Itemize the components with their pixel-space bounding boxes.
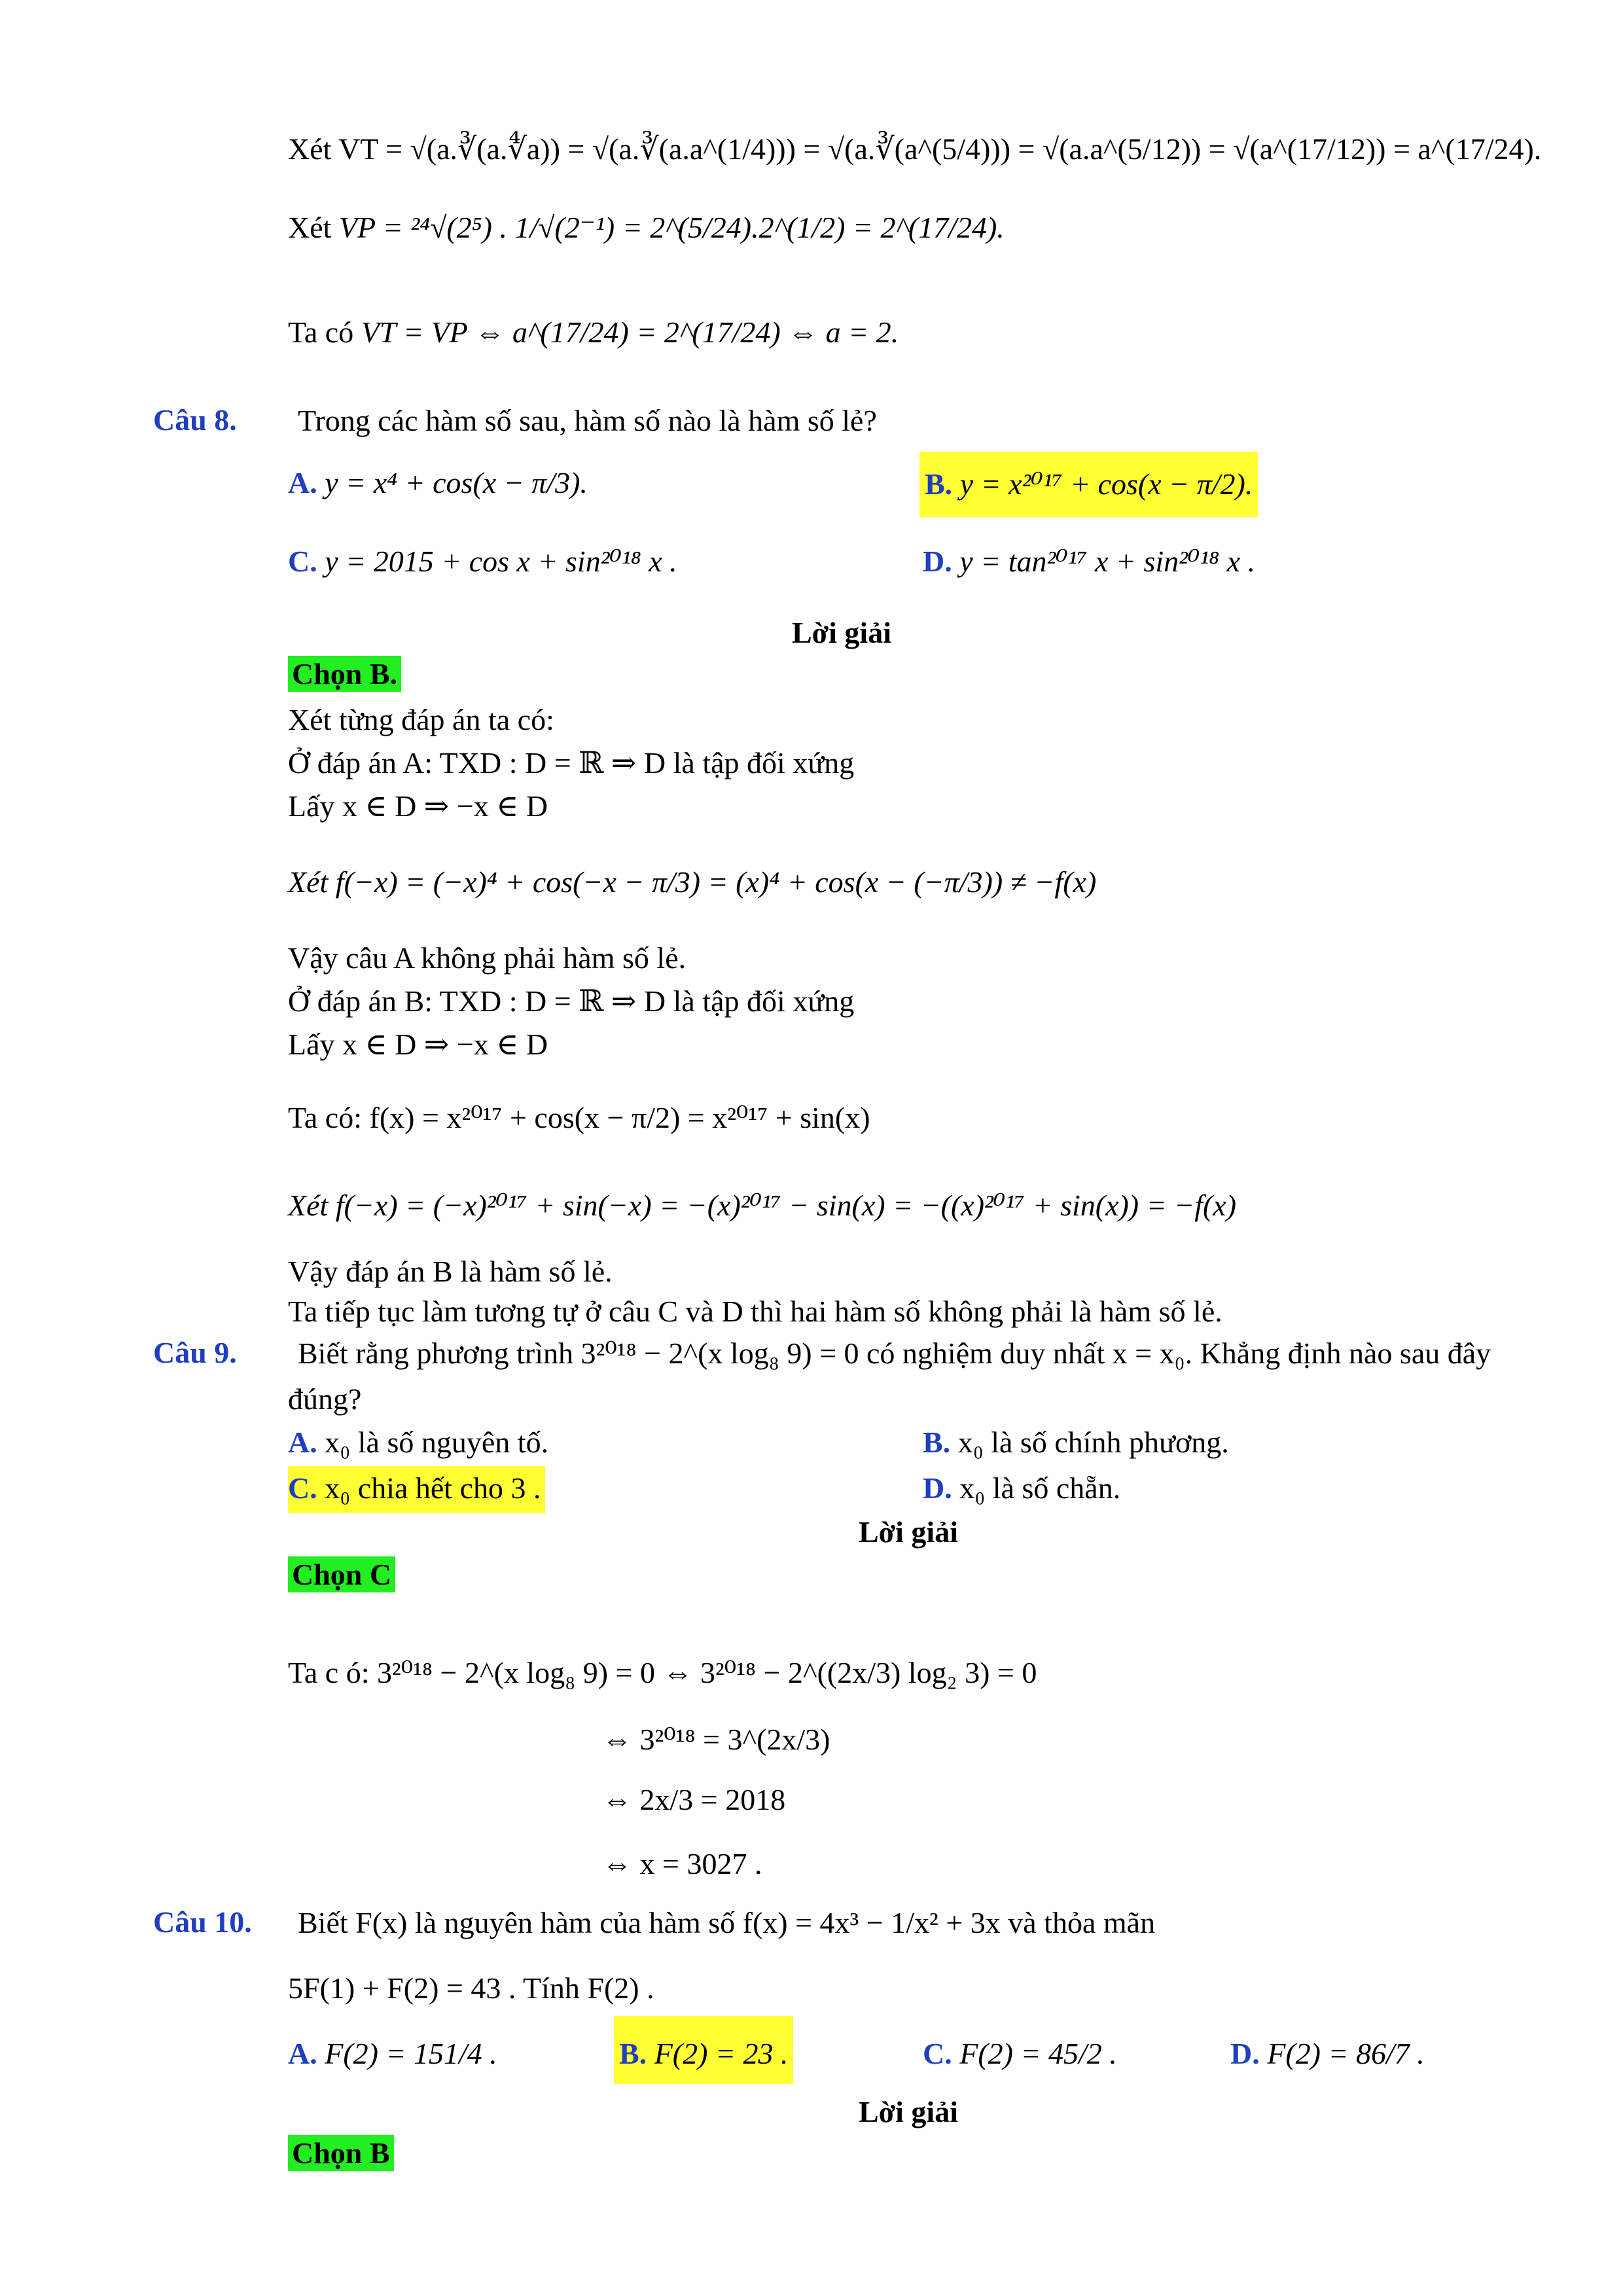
q8-choice: Chọn B.: [288, 656, 401, 692]
q8-option-d: D. y = tan²⁰¹⁷ x + sin²⁰¹⁸ x .: [923, 545, 1256, 578]
q8-option-c: C. y = 2015 + cos x + sin²⁰¹⁸ x .: [288, 545, 677, 578]
q10-choice: Chọn B: [288, 2135, 394, 2172]
q10-option-a: A. F(2) = 151/4 .: [288, 2037, 497, 2070]
q9-option-a: A. x₀ là số nguyên tố.: [288, 1426, 549, 1459]
vt-line: Xét VT = √(a.∛(a.∜a)) = √(a.∛(a.a^(1/4))) = √(a.∛(a^(5/4))) = √(a.a^(5/12)) = √(a^(17/12)) = a^(17/24).: [288, 132, 1542, 166]
q8-step-3: Lấy x ∈ D ⇒ −x ∈ D: [288, 789, 548, 823]
question-8-text: Trong các hàm số sau, hàm số nào là hàm số lẻ?: [298, 404, 877, 437]
q8-step-7: Lấy x ∈ D ⇒ −x ∈ D: [288, 1028, 548, 1061]
q8-option-b: B. y = x²⁰¹⁷ + cos(x − π/2).: [919, 452, 1258, 517]
q8-solution-title: Lời giải: [792, 616, 891, 649]
q8-step-9: Xét f(−x) = (−x)²⁰¹⁷ + sin(−x) = −(x)²⁰¹⁷ − sin(x) = −((x)²⁰¹⁷ + sin(x)) = −f(x): [288, 1189, 1237, 1222]
q9-option-d: D. x₀ là số chẵn.: [923, 1471, 1121, 1505]
q8-step-4: Xét f(−x) = (−x)⁴ + cos(−x − π/3) = (x)⁴ + cos(x − (−π/3)) ≠ −f(x): [288, 865, 1097, 899]
q9-option-b: B. x₀ là số chính phương.: [923, 1426, 1229, 1459]
question-10-text-2: 5F(1) + F(2) = 43 . Tính F(2) .: [288, 1971, 654, 2005]
q10-solution-title: Lời giải: [859, 2095, 958, 2128]
question-8-label: Câu 8.: [153, 403, 237, 437]
q8-option-a: A. y = x⁴ + cos(x − π/3).: [288, 466, 588, 499]
q9-choice: Chọn C: [288, 1556, 395, 1593]
q10-option-c: C. F(2) = 45/2 .: [923, 2037, 1117, 2070]
q8-step-2: Ở đáp án A: TXD : D = ℝ ⇒ D là tập đối xứng: [288, 746, 855, 780]
q8-step-8: Ta có: f(x) = x²⁰¹⁷ + cos(x − π/2) = x²⁰¹⁷ + sin(x): [288, 1101, 870, 1134]
q8-step-5: Vậy câu A không phải hàm số lẻ.: [288, 941, 687, 975]
q8-step-6: Ở đáp án B: TXD : D = ℝ ⇒ D là tập đối xứng: [288, 984, 855, 1018]
vp-line: Xét VP = ²⁴√(2⁵) . 1/√(2⁻¹) = 2^(5/24).2^(1/2) = 2^(17/24).: [288, 211, 1005, 244]
question-9-text-2: đúng?: [288, 1382, 362, 1416]
q8-step-1: Xét từng đáp án ta có:: [288, 703, 554, 736]
q9-line-3: ⇔ 2x/3 = 2018: [602, 1783, 786, 1816]
question-9-text-1: Biết rằng phương trình 3²⁰¹⁸ − 2^(x log₈ 9) = 0 có nghiệm duy nhất x = x₀. Khẳng định nào sau đây: [298, 1336, 1491, 1370]
q9-line-2: ⇔ 3²⁰¹⁸ = 3^(2x/3): [602, 1723, 830, 1756]
question-10-label: Câu 10.: [153, 1905, 252, 1939]
q10-option-d: D. F(2) = 86/7 .: [1230, 2037, 1425, 2070]
taco-line: Ta có VT = VP ⇔ a^(17/24) = 2^(17/24) ⇔ a = 2.: [288, 315, 899, 349]
q9-option-c: C. x₀ chia hết cho 3 .: [288, 1466, 545, 1513]
question-10-text-1: Biết F(x) là nguyên hàm của hàm số f(x) = 4x³ − 1/x² + 3x và thỏa mãn: [298, 1906, 1156, 1939]
q9-solution-title: Lời giải: [859, 1515, 958, 1549]
q8-step-10: Vậy đáp án B là hàm số lẻ.: [288, 1255, 613, 1288]
question-9-label: Câu 9.: [153, 1336, 237, 1369]
q9-line-1: Ta c ó: 3²⁰¹⁸ − 2^(x log₈ 9) = 0 ⇔ 3²⁰¹⁸ − 2^((2x/3) log₂ 3) = 0: [288, 1656, 1037, 1689]
q8-step-11: Ta tiếp tục làm tương tự ở câu C và D thì hai hàm số không phải là hàm số lẻ.: [288, 1295, 1222, 1328]
q9-line-4: ⇔ x = 3027 .: [602, 1847, 762, 1880]
q10-option-b: B. F(2) = 23 .: [614, 2016, 793, 2084]
